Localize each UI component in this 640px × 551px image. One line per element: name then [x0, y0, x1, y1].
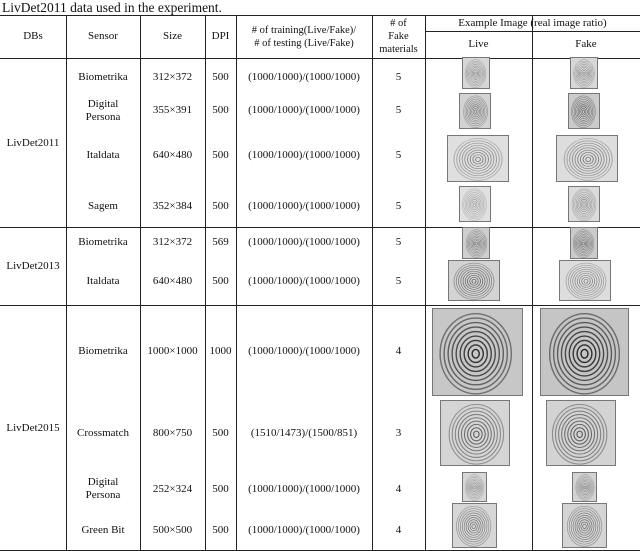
split-cell: (1000/1000)/(1000/1000) — [248, 482, 360, 495]
size-cell: 355×391 — [152, 104, 193, 116]
header-dpi: DPI — [211, 30, 230, 42]
sensor-cell: Sagem — [88, 200, 118, 212]
dpi-cell: 569 — [212, 236, 229, 248]
fake-fingerprint-image — [556, 135, 618, 182]
split-cell: (1510/1473)/(1500/851) — [250, 427, 358, 439]
live-fingerprint-image — [462, 57, 490, 89]
fake-fingerprint-image — [562, 503, 607, 548]
sensor-cell: Digital Persona — [85, 97, 121, 123]
dpi-cell: 500 — [212, 482, 229, 495]
size-cell: 312×372 — [152, 236, 193, 248]
split-cell: (1000/1000)/(1000/1000) — [248, 345, 360, 357]
size-cell: 800×750 — [152, 427, 193, 439]
dpi-cell: 500 — [212, 200, 229, 212]
header-size: Size — [163, 30, 182, 42]
fake-fingerprint-image — [572, 472, 597, 502]
size-cell: 500×500 — [152, 523, 193, 536]
fake-materials-cell: 5 — [395, 149, 402, 161]
dpi-cell: 500 — [212, 275, 229, 287]
column-rule — [532, 15, 533, 551]
fake-materials-cell: 5 — [395, 275, 402, 287]
fake-materials-cell: 5 — [395, 236, 402, 248]
group-name: LivDet2013 — [6, 259, 60, 272]
column-rule — [425, 15, 426, 551]
size-cell: 1000×1000 — [147, 345, 198, 357]
split-cell: (1000/1000)/(1000/1000) — [248, 236, 360, 248]
sensor-cell: Biometrika — [78, 71, 128, 83]
fake-materials-cell: 4 — [395, 523, 402, 536]
live-fingerprint-image — [459, 93, 491, 129]
dpi-cell: 500 — [212, 149, 229, 161]
fake-materials-cell: 4 — [395, 482, 402, 495]
header-dbs: DBs — [23, 30, 43, 42]
split-cell: (1000/1000)/(1000/1000) — [248, 149, 360, 161]
dpi-cell: 500 — [212, 523, 229, 536]
sensor-cell: Crossmatch — [77, 427, 129, 439]
live-fingerprint-image — [459, 186, 491, 222]
header-example-image: Example Image (real image ratio) — [458, 16, 607, 29]
group-name: LivDet2011 — [6, 136, 60, 149]
size-cell: 640×480 — [152, 275, 193, 287]
table-caption: LivDet2011 data used in the experiment. — [2, 0, 222, 15]
dpi-cell: 500 — [212, 427, 229, 439]
fake-materials-cell: 5 — [395, 71, 402, 83]
sensor-cell: Green Bit — [81, 523, 125, 536]
live-fingerprint-image — [462, 227, 490, 259]
fake-fingerprint-image — [540, 308, 629, 396]
fake-fingerprint-image — [546, 400, 616, 466]
size-cell: 640×480 — [152, 149, 193, 161]
group-name: LivDet2015 — [6, 421, 60, 434]
split-cell: (1000/1000)/(1000/1000) — [248, 104, 360, 116]
live-fingerprint-image — [447, 135, 509, 182]
split-cell: (1000/1000)/(1000/1000) — [248, 200, 360, 212]
sensor-cell: Digital Persona — [85, 476, 121, 501]
sensor-cell: Biometrika — [78, 345, 128, 357]
fake-fingerprint-image — [559, 260, 611, 301]
live-fingerprint-image — [440, 400, 510, 466]
fake-fingerprint-image — [568, 186, 600, 222]
fake-materials-cell: 5 — [395, 200, 402, 212]
size-cell: 252×324 — [152, 482, 193, 495]
split-cell: (1000/1000)/(1000/1000) — [248, 523, 360, 536]
header-live: Live — [468, 38, 489, 50]
live-fingerprint-image — [452, 503, 497, 548]
size-cell: 312×372 — [152, 71, 193, 83]
dpi-cell: 500 — [212, 104, 229, 116]
split-cell: (1000/1000)/(1000/1000) — [248, 71, 360, 83]
fake-materials-cell: 3 — [395, 427, 402, 439]
fake-fingerprint-image — [570, 227, 598, 259]
dpi-cell: 500 — [212, 71, 229, 83]
sensor-cell: Biometrika — [78, 236, 128, 248]
size-cell: 352×384 — [152, 200, 193, 212]
header-sensor: Sensor — [88, 30, 118, 42]
live-fingerprint-image — [462, 472, 487, 502]
live-fingerprint-image — [432, 308, 523, 396]
fake-materials-cell: 5 — [395, 104, 402, 116]
sensor-cell: Italdata — [86, 149, 120, 161]
fake-fingerprint-image — [568, 93, 600, 129]
fake-fingerprint-image — [570, 57, 598, 89]
split-cell: (1000/1000)/(1000/1000) — [248, 275, 360, 287]
fake-materials-cell: 4 — [395, 345, 402, 357]
header-fake-materials: # of Fake materials — [379, 18, 418, 55]
dpi-cell: 1000 — [209, 345, 232, 357]
sensor-cell: Italdata — [86, 275, 120, 287]
header-split: # of training(Live/Fake)/ # of testing (Live/Fake) — [251, 24, 357, 49]
live-fingerprint-image — [448, 260, 500, 301]
header-fake: Fake — [575, 38, 597, 50]
